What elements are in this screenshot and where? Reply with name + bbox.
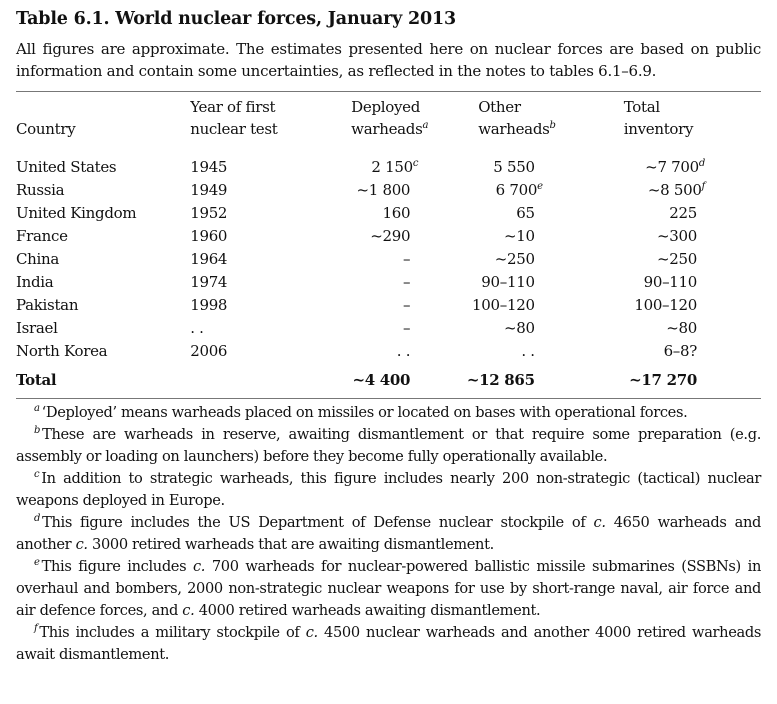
table-row	[16, 294, 761, 317]
table-caption: World nuclear forces, January 2013	[115, 9, 456, 29]
other-cell	[428, 179, 574, 202]
country-cell	[16, 148, 190, 179]
total-inventory-cell	[574, 248, 761, 271]
country-cell	[16, 340, 190, 363]
year-cell	[190, 271, 324, 294]
year-cell-value: 2006	[190, 342, 228, 360]
country-cell	[16, 225, 190, 248]
total-inventory-value: ~17 270	[629, 371, 697, 389]
other-cell	[428, 148, 574, 179]
footnote-text: 4650 warheads and another	[16, 514, 761, 553]
table-number: Table 6.1.	[16, 9, 110, 29]
deployed-cell	[324, 202, 428, 225]
circa-abbrev: c.	[182, 602, 195, 619]
table-title	[16, 6, 761, 32]
footnote-text: 4000 retired warheads awaiting dismantlement.	[194, 602, 541, 619]
column-header	[16, 92, 190, 148]
footnote-text: 3000 retired warheads that are awaiting dismantlement.	[87, 536, 494, 553]
country-cell	[16, 202, 190, 225]
total-deployed-value: ~4 400	[352, 371, 411, 389]
total-inventory-cell-value: ~250	[657, 250, 697, 268]
footnote-marker: c	[34, 469, 40, 480]
footnote-marker: a	[34, 403, 40, 414]
total-other	[428, 363, 574, 398]
header-line2: Country	[16, 120, 76, 138]
table-row	[16, 317, 761, 340]
country-cell	[16, 294, 190, 317]
total-deployed	[324, 363, 428, 398]
year-cell-value: 1945	[190, 158, 228, 176]
year-cell	[190, 317, 324, 340]
footnote-text: These are warheads in reserve, awaiting dismantlement or that require some preparation (e.g. assembly or loading on launchers) before they become fully operationally available.	[16, 426, 761, 465]
country-cell	[16, 317, 190, 340]
other-cell-value: 5 550	[493, 158, 535, 176]
other-cell	[428, 248, 574, 271]
country-cell	[16, 179, 190, 202]
total-inventory-cell	[574, 202, 761, 225]
total-inventory	[574, 363, 761, 398]
bottom-rule	[16, 398, 761, 399]
total-inventory-cell	[574, 340, 761, 363]
deployed-cell	[324, 317, 428, 340]
other-cell-value: . .	[521, 342, 535, 360]
header-line1: Year of first	[190, 98, 276, 116]
table-row	[16, 271, 761, 294]
footnote-a	[16, 402, 761, 424]
footnote-marker: a	[422, 120, 429, 131]
year-cell	[190, 294, 324, 317]
empty-cell	[190, 363, 324, 398]
year-cell-value: 1949	[190, 181, 228, 199]
footnote-marker: f	[701, 181, 705, 192]
total-inventory-cell-value: ~80	[666, 319, 697, 337]
total-inventory-cell-value: 6–8?	[663, 342, 697, 360]
table-intro: All figures are approximate. The estimates presented here on nuclear forces are based on public information and contain some uncertainties, as reflected in the notes to tables 6.1–6.9.	[16, 40, 761, 80]
footnote-d	[16, 512, 761, 556]
deployed-cell-value: 160	[382, 204, 411, 222]
total-inventory-cell-value: 100–120	[634, 296, 697, 314]
other-cell	[428, 225, 574, 248]
header-line2: warheads	[351, 120, 423, 138]
year-cell	[190, 248, 324, 271]
footnote-marker: b	[34, 425, 41, 436]
year-cell	[190, 340, 324, 363]
footnote-text: This includes a military stockpile of	[39, 624, 306, 641]
deployed-cell	[324, 225, 428, 248]
circa-abbrev: c.	[192, 558, 206, 575]
header-line2: nuclear test	[190, 120, 278, 138]
header-line1: Total	[623, 98, 660, 116]
header-line2: inventory	[623, 120, 694, 138]
year-cell	[190, 148, 324, 179]
other-cell	[428, 340, 574, 363]
country-cell-value: India	[16, 273, 54, 291]
year-cell-value: 1974	[190, 273, 228, 291]
deployed-cell	[324, 179, 428, 202]
country-cell-value: Russia	[16, 181, 65, 199]
footnote-marker: e	[537, 181, 543, 192]
total-inventory-cell	[574, 225, 761, 248]
other-cell-value: 100–120	[472, 296, 535, 314]
footnotes	[16, 402, 761, 666]
year-cell-value: 1964	[190, 250, 228, 268]
table-row	[16, 248, 761, 271]
deployed-cell	[324, 148, 428, 179]
country-cell-value: United Kingdom	[16, 204, 137, 222]
column-header	[324, 92, 428, 148]
deployed-cell-value: –	[402, 296, 411, 314]
table-row	[16, 225, 761, 248]
table-row	[16, 179, 761, 202]
deployed-cell-value: –	[402, 273, 411, 291]
other-cell-value: 90–110	[481, 273, 535, 291]
other-cell	[428, 202, 574, 225]
footnote-marker: c	[412, 158, 419, 169]
year-cell-value: 1952	[190, 204, 228, 222]
footnote-marker: d	[698, 158, 705, 169]
deployed-cell-value: ~290	[370, 227, 411, 245]
country-cell	[16, 248, 190, 271]
total-label	[16, 363, 190, 398]
total-other-value: ~12 865	[466, 371, 535, 389]
country-cell-value: France	[16, 227, 68, 245]
country-cell-value: North Korea	[16, 342, 108, 360]
total-inventory-cell-value: 225	[669, 204, 697, 222]
total-row	[16, 363, 761, 398]
circa-abbrev: c.	[305, 624, 318, 641]
footnote-text: 700 warheads for nuclear-powered ballistic missile submarines (SSBNs) in overhaul and bombers, 2000 non-strategic nuclear weapons for use by short-range naval, air force and air defence forces, and	[16, 558, 761, 619]
footnote-c	[16, 468, 761, 512]
footnote-f	[16, 622, 761, 666]
deployed-cell-value: . .	[396, 342, 411, 360]
deployed-cell-value: 2 150	[371, 158, 413, 176]
year-cell	[190, 202, 324, 225]
deployed-cell	[324, 294, 428, 317]
deployed-cell-value: ~1 800	[356, 181, 411, 199]
footnote-marker: d	[34, 513, 41, 524]
deployed-cell-value: –	[402, 319, 411, 337]
country-cell-value: Israel	[16, 319, 58, 337]
other-cell-value: 6 700	[495, 181, 538, 199]
footnote-b	[16, 424, 761, 468]
year-cell-value: 1998	[190, 296, 228, 314]
deployed-cell	[324, 248, 428, 271]
table-body	[16, 148, 761, 398]
year-cell	[190, 225, 324, 248]
nuclear-forces-table	[16, 92, 761, 398]
year-cell-value: . .	[190, 319, 204, 337]
total-inventory-cell	[574, 148, 761, 179]
total-label-value: Total	[16, 371, 57, 389]
footnote-text: ‘Deployed’ means warheads placed on missiles or located on bases with operational forces.	[41, 404, 688, 421]
header-line1: Deployed	[351, 98, 421, 116]
deployed-cell-value: –	[402, 250, 411, 268]
footnote-marker: e	[34, 557, 40, 568]
other-cell	[428, 317, 574, 340]
total-inventory-cell-value: 90–110	[643, 273, 697, 291]
circa-abbrev: c.	[75, 536, 88, 553]
country-cell-value: China	[16, 250, 60, 268]
footnote-text: This figure includes	[41, 558, 193, 575]
footnote-text: This figure includes the US Department of Defense nuclear stockpile of	[42, 514, 594, 531]
footnote-text: 4500 nuclear warheads and another 4000 retired warheads await dismantlement.	[16, 624, 761, 663]
header-line2: warheads	[478, 120, 550, 138]
circa-abbrev: c.	[593, 514, 606, 531]
footnote-e	[16, 556, 761, 622]
country-cell-value: Pakistan	[16, 296, 79, 314]
column-header	[428, 92, 574, 148]
other-cell-value: ~10	[503, 227, 535, 245]
header-line1: Other	[478, 98, 521, 116]
country-cell	[16, 271, 190, 294]
deployed-cell	[324, 340, 428, 363]
year-cell	[190, 179, 324, 202]
other-cell	[428, 271, 574, 294]
column-header	[190, 92, 324, 148]
total-inventory-cell-value: ~300	[657, 227, 697, 245]
column-header	[574, 92, 761, 148]
country-cell-value: United States	[16, 158, 117, 176]
table-header	[16, 92, 761, 148]
table-row	[16, 202, 761, 225]
table-row	[16, 148, 761, 179]
total-inventory-cell-value: ~7 700	[645, 158, 699, 176]
table-row	[16, 340, 761, 363]
total-inventory-cell	[574, 179, 761, 202]
total-inventory-cell	[574, 294, 761, 317]
year-cell-value: 1960	[190, 227, 228, 245]
total-inventory-cell	[574, 271, 761, 294]
other-cell-value: ~80	[503, 319, 535, 337]
other-cell-value: ~250	[494, 250, 535, 268]
total-inventory-cell-value: ~8 500	[647, 181, 702, 199]
footnote-text: In addition to strategic warheads, this figure includes nearly 200 non-strategic (tactical) nuclear weapons deployed in Europe.	[16, 470, 761, 509]
deployed-cell	[324, 271, 428, 294]
other-cell-value: 65	[516, 204, 535, 222]
other-cell	[428, 294, 574, 317]
footnote-marker: b	[549, 120, 556, 131]
footnote-marker: f	[34, 623, 38, 634]
total-inventory-cell	[574, 317, 761, 340]
